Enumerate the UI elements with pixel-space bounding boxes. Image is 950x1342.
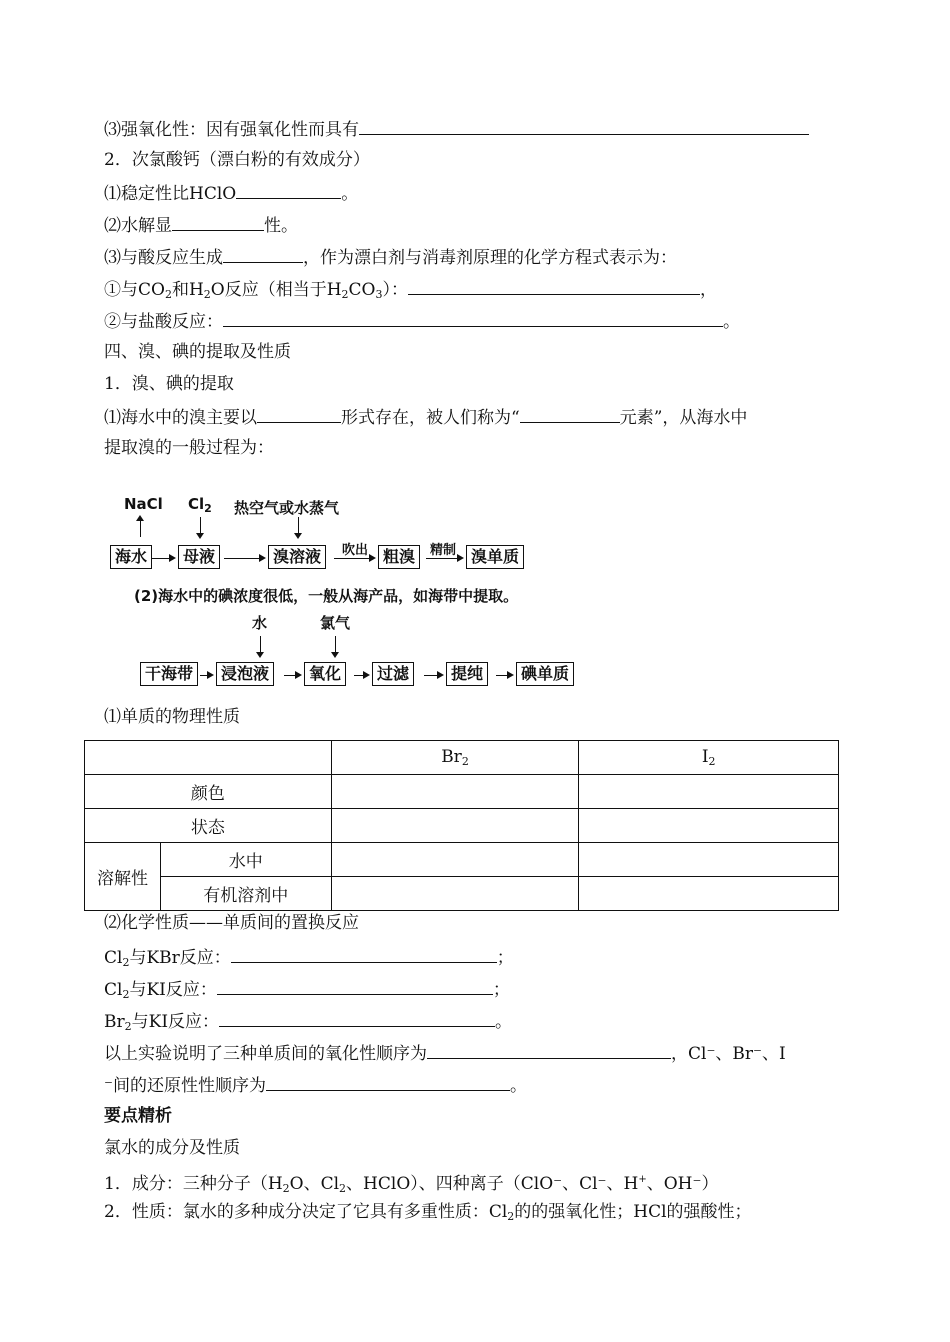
- flow-step-crude-bromine: 粗溴: [378, 545, 420, 569]
- flow-step-filtration: 过滤: [372, 662, 414, 686]
- row-label-state: 状态: [85, 809, 332, 843]
- flow-step-seawater: 海水: [110, 545, 152, 569]
- table-cell[interactable]: [579, 809, 839, 843]
- down-arrow-icon: [200, 517, 201, 537]
- table-row: [85, 775, 839, 809]
- iodine-caption: (2)海水中的碘浓度很低，一般从海产品，如海带中提取。: [134, 587, 519, 605]
- down-arrow-icon: [335, 636, 336, 656]
- row-label-solubility: 溶解性: [85, 843, 161, 911]
- answer-blank[interactable]: [427, 1041, 671, 1059]
- line-extraction: 1．溴、碘的提取: [104, 374, 234, 394]
- flow-step-soak-liquid: 浸泡液: [216, 662, 274, 686]
- answer-blank[interactable]: [217, 977, 493, 995]
- table-cell[interactable]: [331, 775, 579, 809]
- row-label-in-organic: 有机溶剂中: [160, 877, 331, 911]
- line-strong-oxidation: ⑶强氧化性：因有强氧化性而具有: [104, 117, 809, 141]
- table-corner-cell: [85, 741, 332, 775]
- line-reduction-order: ⁻间的还原性性顺序为 。: [104, 1073, 527, 1097]
- line-cl2-ki: $Cl_2$与KI反应： ；: [104, 977, 510, 1006]
- section-heading-bromine-iodine: 四、溴、碘的提取及性质: [104, 342, 291, 362]
- answer-blank[interactable]: [520, 405, 620, 423]
- chlorine-label: 氯气: [320, 614, 351, 632]
- flow-step-dried-kelp: 干海带: [140, 662, 198, 686]
- answer-blank[interactable]: [231, 945, 497, 963]
- answer-blank[interactable]: [219, 1009, 495, 1027]
- iodine-flow-diagram: [140, 612, 590, 692]
- line-physical-properties: ⑴单质的物理性质: [104, 707, 240, 727]
- right-arrow-icon: [152, 558, 174, 559]
- right-arrow-icon: [354, 675, 368, 676]
- table-cell[interactable]: [331, 843, 579, 877]
- right-arrow-icon: [496, 675, 512, 676]
- line-properties: 2．性质：氯水的多种成分决定了它具有多重性质：$Cl_2$的的强氧化性；HCl的强酸性；: [104, 1202, 752, 1223]
- line-oxidation-order: 以上实验说明了三种单质间的氧化性顺序为 ，Cl⁻、Br⁻、I: [104, 1041, 786, 1065]
- physical-properties-table: [84, 740, 839, 911]
- bromine-flow-diagram: [110, 495, 570, 575]
- table-cell[interactable]: [331, 809, 579, 843]
- line-br2-ki: $Br_2$与KI反应： 。: [104, 1009, 512, 1038]
- answer-blank[interactable]: [266, 1073, 510, 1091]
- answer-blank[interactable]: [172, 213, 264, 231]
- line-seawater-bromine: ⑴海水中的溴主要以 形式存在，被人们称为“ 元素”，从海水中: [104, 405, 747, 429]
- line-stability: ⑴稳定性比HClO 。: [104, 181, 358, 205]
- right-arrow-icon: [424, 675, 442, 676]
- table-cell[interactable]: [331, 877, 579, 911]
- refine-label: 精制: [430, 543, 457, 558]
- line-hydrolysis: ⑵水解显 性。: [104, 213, 298, 237]
- down-arrow-icon: [298, 517, 299, 537]
- table-header-row: [85, 741, 839, 775]
- flow-step-bromine: 溴单质: [466, 545, 524, 569]
- table-cell[interactable]: [579, 877, 839, 911]
- row-label-color: 颜色: [85, 775, 332, 809]
- line-co2-reaction: ①与$CO_2$和$H_2O$反应（相当于$H_2CO_3$）： ，: [104, 277, 717, 306]
- flow-step-mother-liquor: 母液: [178, 545, 220, 569]
- line-composition: 1．成分：三种分子（$H_2O$、$Cl_2$、HClO）、四种离子（ClO⁻、Cl⁻、H+、OH⁻）: [104, 1174, 719, 1195]
- line-hcl-reaction: ②与盐酸反应： 。: [104, 309, 740, 333]
- answer-blank[interactable]: [408, 277, 700, 295]
- table-row: [85, 843, 839, 877]
- flow-step-oxidation: 氧化: [304, 662, 346, 686]
- line-cl2-kbr: $Cl_2$与KBr反应： ；: [104, 945, 514, 974]
- water-label: 水: [252, 614, 268, 632]
- right-arrow-icon: [284, 675, 300, 676]
- row-label-in-water: 水中: [160, 843, 331, 877]
- table-row: [85, 809, 839, 843]
- right-arrow-icon: [334, 558, 374, 559]
- flow-step-purification: 提纯: [446, 662, 488, 686]
- flow-step-bromine-solution: 溴溶液: [268, 545, 326, 569]
- up-arrow-icon: [140, 517, 141, 537]
- right-arrow-icon: [200, 675, 212, 676]
- answer-blank[interactable]: [223, 309, 723, 327]
- right-arrow-icon: [224, 558, 264, 559]
- line-extraction-process: 提取溴的一般过程为：: [104, 438, 274, 458]
- line-chlorine-water: 氯水的成分及性质: [104, 1138, 240, 1158]
- column-header-br2: $Br_2$: [331, 741, 579, 775]
- cl2-label: $Cl_2$: [188, 495, 212, 515]
- answer-blank[interactable]: [223, 245, 303, 263]
- right-arrow-icon: [426, 558, 462, 559]
- heading-key-points: 要点精析: [104, 1106, 172, 1126]
- answer-blank[interactable]: [236, 181, 341, 199]
- down-arrow-icon: [260, 636, 261, 656]
- answer-blank[interactable]: [257, 405, 341, 423]
- nacl-label: NaCl: [124, 495, 163, 513]
- column-header-i2: $I_2$: [579, 741, 839, 775]
- line-chemical-properties: ⑵化学性质——单质间的置换反应: [104, 913, 359, 933]
- table-cell[interactable]: [579, 843, 839, 877]
- line-calcium-hypochlorite: 2．次氯酸钙（漂白粉的有效成分）: [104, 150, 370, 170]
- hot-air-label: 热空气或水蒸气: [234, 499, 340, 517]
- table-row: [85, 877, 839, 911]
- blow-label: 吹出: [342, 543, 369, 558]
- answer-blank[interactable]: [359, 117, 809, 135]
- table-cell[interactable]: [579, 775, 839, 809]
- flow-step-iodine: 碘单质: [516, 662, 574, 686]
- line-acid-reaction: ⑶与酸反应生成 ，作为漂白剂与消毒剂原理的化学方程式表示为：: [104, 245, 677, 269]
